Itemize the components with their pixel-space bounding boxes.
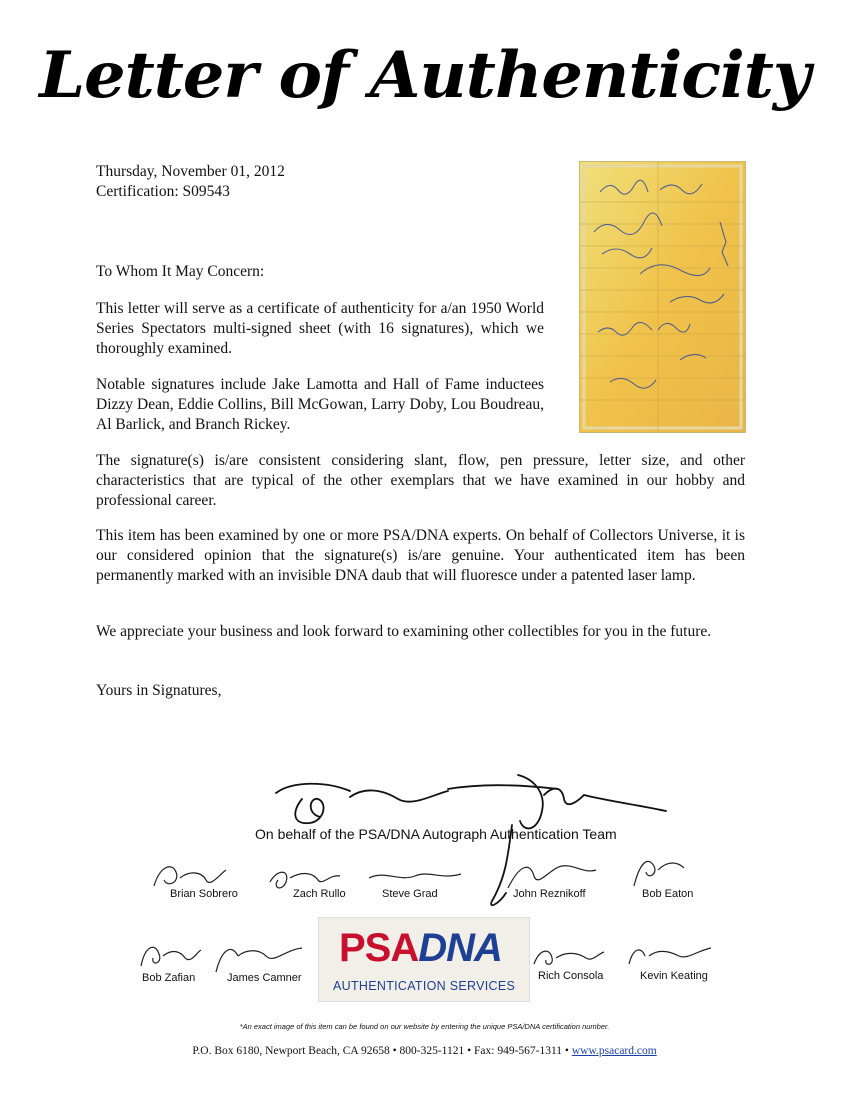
salutation: To Whom It May Concern: [96, 263, 265, 280]
paragraph-examination: This item has been examined by one or more PSA/DNA experts. On behalf of Collectors Universe, it is our considered opinion that the signature(s) is/are genuine. Your authenticated item has been permanently marked with an invisible DNA daub that will fluoresce under a patented laser lamp. [96, 527, 745, 584]
signer-bob-zafian: Bob Zafian [142, 972, 196, 984]
signer-bob-eaton: Bob Eaton [642, 888, 694, 900]
psa-wordmark: PSA [339, 926, 419, 970]
dna-wordmark: DNA [418, 926, 502, 970]
letter-title: Letter of Authenticity [39, 38, 810, 113]
date-certification-block [96, 162, 285, 202]
signature-john-reznikoff [500, 858, 600, 892]
item-photo [579, 161, 746, 433]
footer-address: P.O. Box 6180, Newport Beach, CA 92658 • 800-325-1121 • Fax: 949-567-1311 • [192, 1045, 572, 1057]
signer-brian-sobrero: Brian Sobrero [170, 888, 238, 900]
signature-rich-consola [528, 942, 608, 970]
signer-john-reznikoff: John Reznikoff [513, 888, 586, 900]
paragraph-appreciation: We appreciate your business and look forward to examining other collectibles for you in the future. [96, 623, 712, 640]
paragraph-consistency: The signature(s) is/are consistent considering slant, flow, pen pressure, letter size, and other characteristics that are typical of the other exemplars that we have examined in our hobby and professional career. [96, 452, 745, 509]
signature-bob-eaton [628, 852, 688, 892]
signer-james-camner: James Camner [227, 972, 302, 984]
website-link[interactable]: www.psacard.com [571, 1045, 657, 1057]
signer-zach-rullo: Zach Rullo [293, 888, 346, 900]
signature-bob-zafian [135, 938, 205, 972]
psa-dna-logo [318, 917, 530, 1002]
paragraph-notable-signatures: Notable signatures include Jake Lamotta and Hall of Fame inductees Dizzy Dean, Eddie Collins, Bill McGowan, Larry Doby, Lou Boudreau, Al Barlick, and Branch Rickey. [96, 376, 544, 433]
certification-number: Certification: S09543 [96, 183, 230, 200]
team-attribution: On behalf of the PSA/DNA Autograph Authentication Team [255, 826, 617, 842]
signer-kevin-keating: Kevin Keating [640, 970, 708, 982]
authentication-services-label: AUTHENTICATION SERVICES [333, 979, 516, 993]
signature-steve-grad [365, 866, 465, 888]
letter-date: Thursday, November 01, 2012 [96, 163, 285, 180]
closing: Yours in Signatures, [96, 682, 222, 699]
signer-steve-grad: Steve Grad [382, 888, 438, 900]
signer-rich-consola: Rich Consola [538, 970, 604, 982]
paragraph-item-description: This letter will serve as a certificate of authenticity for a/an 1950 World Series Spectators multi-signed sheet (with 16 signatures), which we thoroughly examined. [96, 300, 544, 357]
footnote: *An exact image of this item can be found on our website by entering the unique PSA/DNA certification number. [239, 1022, 610, 1031]
footer-contact [0, 1045, 849, 1057]
signature-kevin-keating [623, 940, 715, 970]
signed-sheet-image [580, 162, 745, 432]
